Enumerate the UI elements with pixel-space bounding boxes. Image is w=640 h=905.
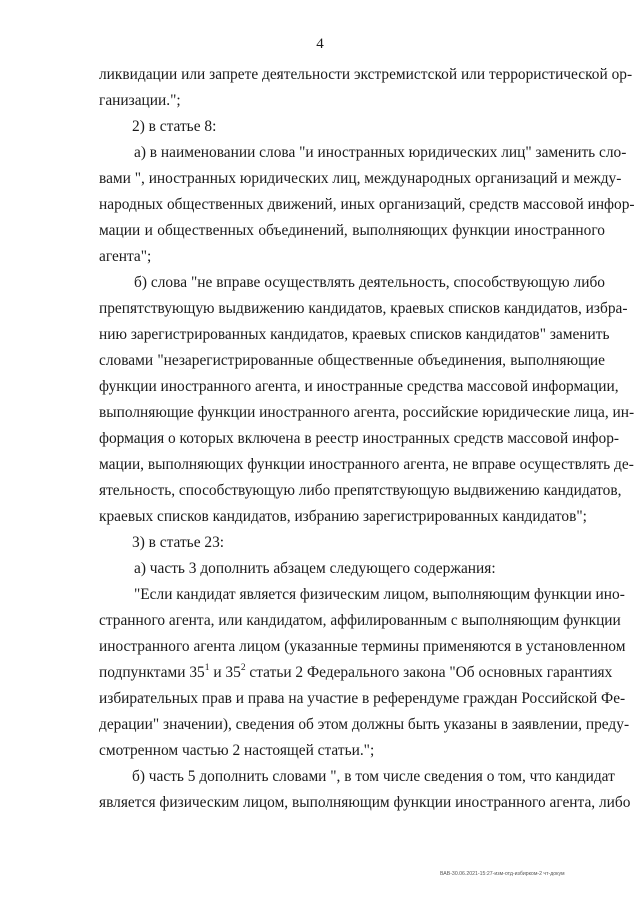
text-line: избирательных прав и права на участие в референдуме граждан Российской Фе- [99,690,626,707]
text-line: ятельность, способствующую либо препятствующую выдвижению кандидатов, [99,482,622,499]
document-body [99,62,635,816]
text-line: ганизации."; [99,92,181,109]
text-line: мации, выполняющих функции иностранного агента, не вправе осуществлять де- [99,456,634,473]
text-line: б) слова "не вправе осуществлять деятельность, способствующую либо [134,274,605,291]
text-line: странного агента, или кандидатом, аффилированным с выполняющим функции [99,612,621,629]
superscript: 2 [240,662,246,673]
text-segment: статьи 2 Федерального закона "Об основных гарантиях [245,664,613,681]
superscript: 1 [204,662,210,673]
text-line: иностранного агента лицом (указанные термины применяются в установленном [99,638,626,655]
text-line: б) часть 5 дополнить словами ", в том числе сведения о том, что кандидат [132,768,615,785]
text-line: "Если кандидат является физическим лицом, выполняющим функции ино- [134,586,625,603]
text-line: ликвидации или запрете деятельности экстремистской или террористической ор- [99,66,633,83]
text-line: смотренном частью 2 настоящей статьи."; [99,742,375,759]
text-line: выполняющие функции иностранного агента, российские юридические лица, ин- [99,404,635,421]
text-line: препятствующую выдвижению кандидатов, краевых списков кандидатов, избра- [99,300,628,317]
text-line: а) в наименовании слова "и иностранных юридических лиц" заменить сло- [134,144,627,161]
list-item-heading: 2) в статье 8: [132,118,217,135]
text-line: а) часть 3 дополнить абзацем следующего содержания: [134,560,496,577]
text-line: вами ", иностранных юридических лиц, международных организаций и между- [99,170,622,187]
text-line: дерации" значении), сведения об этом должны быть указаны в заявлении, преду- [99,716,630,733]
text-line: является физическим лицом, выполняющим функции иностранного агента, либо [99,794,631,811]
text-line: функции иностранного агента, и иностранные средства массовой информации, [99,378,619,395]
text-segment: подпунктами 35 [99,664,205,681]
text-line-with-superscripts [99,660,613,686]
text-line: народных общественных движений, иных организаций, средств массовой инфор- [99,196,635,213]
text-line: мации и общественных объединений, выполняющих функции иностранного [99,222,605,239]
document-footer-code: ВАВ-30.06.2021-15:27-изм-отд-избирком-2 чт-докум [440,871,565,877]
text-line: агента"; [99,248,152,265]
text-line: формация о которых включена в реестр иностранных средств массовой инфор- [99,430,620,447]
text-line: краевых списков кандидатов, избранию зарегистрированных кандидатов"; [99,508,587,525]
list-item-heading: 3) в статье 23: [132,534,225,551]
page-number: 4 [316,36,324,52]
text-line: нию зарегистрированных кандидатов, краевых списков кандидатов" заменить [99,326,610,343]
text-line: словами "незарегистрированные общественные объединения, выполняющие [99,352,605,369]
text-segment: и 35 [209,664,241,681]
